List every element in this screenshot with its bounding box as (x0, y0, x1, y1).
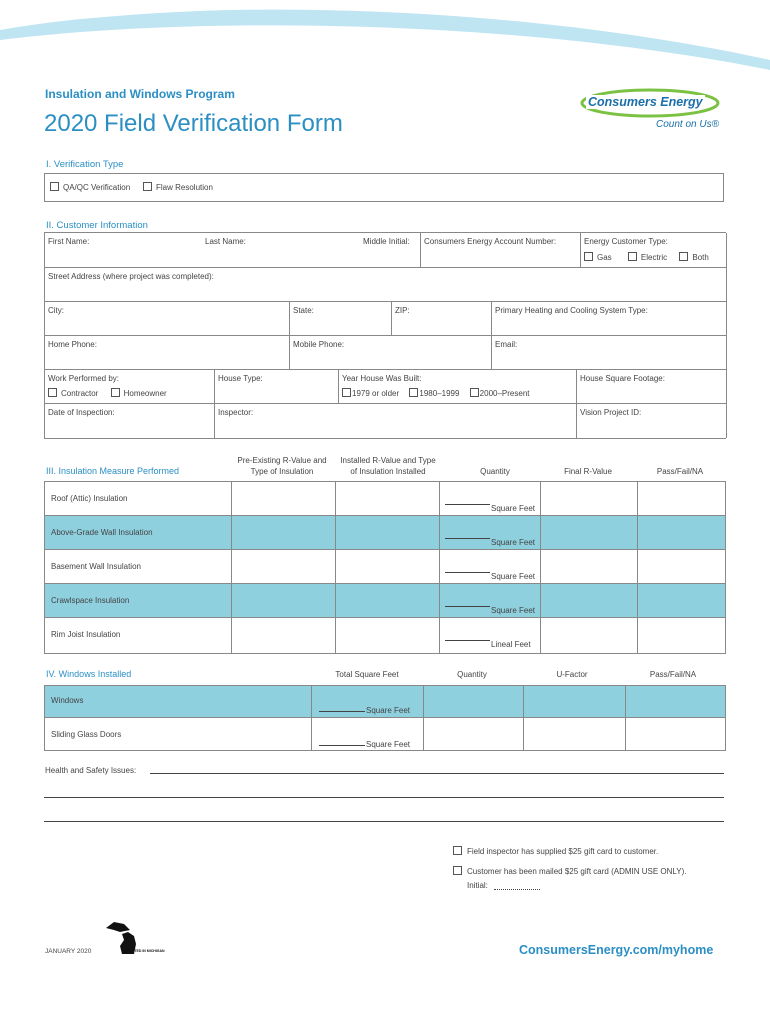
customer-type-field (581, 233, 727, 268)
unit-label: Lineal Feet (491, 640, 531, 649)
tagline: Count on Us® (656, 119, 719, 130)
flaw-checkbox[interactable] (143, 182, 152, 191)
logo-text: Consumers Energy (588, 95, 703, 109)
year-built-field (339, 370, 577, 404)
unit-label: Square Feet (366, 706, 411, 715)
initial-label: Initial: (467, 881, 488, 890)
email-label: Email: (495, 340, 518, 349)
col-divider (423, 686, 424, 750)
contractor-label: Contractor (61, 389, 99, 398)
unit-label: Square Feet (491, 504, 536, 513)
health-line-3[interactable] (44, 813, 724, 822)
heating-field[interactable] (492, 302, 727, 336)
row-label: Crawlspace Insulation (51, 596, 130, 605)
inspector-field[interactable] (215, 404, 577, 438)
quantity-blank[interactable] (445, 538, 490, 539)
inspector-label: Inspector: (218, 408, 254, 417)
first-name-label: First Name: (48, 237, 90, 246)
col-pass-fail: Pass/Fail/NA (656, 467, 704, 476)
col-pre-existing: Pre-Existing R-Value and Type of Insulation (237, 456, 327, 476)
col-divider (311, 686, 312, 750)
row-label: Windows (51, 696, 84, 705)
health-label: Health and Safety Issues: (45, 766, 137, 775)
sq-footage-field[interactable] (577, 370, 727, 404)
col-installed: Installed R-Value and Type of Insulation Installed (340, 456, 436, 476)
row-label: Sliding Glass Doors (51, 730, 122, 739)
section3-title: III. Insulation Measure Performed (46, 466, 180, 476)
col-final-r: Final R-Value (564, 467, 612, 476)
table-row (45, 584, 725, 618)
table-row (45, 482, 725, 516)
both-label: Both (692, 253, 709, 262)
gift-mailed-label: Customer has been mailed $25 gift card (ADMIN USE ONLY). (467, 867, 687, 876)
homeowner-checkbox[interactable] (111, 388, 120, 397)
sq-footage-label: House Square Footage: (580, 374, 665, 383)
page-title: 2020 Field Verification Form (44, 110, 343, 137)
electric-label: Electric (640, 253, 668, 262)
street-address-field[interactable] (45, 268, 727, 302)
logo (580, 86, 720, 136)
sqft-blank[interactable] (319, 745, 365, 746)
home-phone-label: Home Phone: (48, 340, 97, 349)
health-line-2[interactable] (44, 789, 724, 798)
qa-qc-label: QA/QC Verification (63, 183, 131, 192)
col-divider (637, 482, 638, 653)
house-type-label: House Type: (218, 374, 263, 383)
customer-info-grid (44, 232, 726, 439)
zip-label: ZIP: (395, 306, 410, 315)
unit-label: Square Feet (491, 572, 536, 581)
flaw-option[interactable] (143, 182, 213, 192)
electric-checkbox[interactable] (628, 252, 637, 261)
col-divider (439, 482, 440, 653)
initial-blank[interactable] (494, 882, 540, 890)
col-quantity: Quantity (480, 467, 510, 476)
account-number-field[interactable] (420, 233, 581, 268)
both-checkbox[interactable] (679, 252, 688, 261)
header-swoosh (0, 0, 770, 80)
program-name: Insulation and Windows Program (45, 87, 235, 101)
row-label: Rim Joist Insulation (51, 630, 121, 639)
sqft-blank[interactable] (319, 711, 365, 712)
last-name-label: Last Name: (205, 237, 246, 246)
health-line-1[interactable] (150, 765, 724, 774)
account-number-label: Consumers Energy Account Number: (424, 237, 557, 246)
section2-title: II. Customer Information (46, 220, 148, 231)
quantity-blank[interactable] (445, 572, 490, 573)
col-divider (540, 482, 541, 653)
qa-qc-option[interactable] (50, 182, 130, 192)
year-2000-label: 2000–Present (479, 389, 530, 398)
year-1979-checkbox[interactable] (342, 388, 351, 397)
quantity-blank[interactable] (445, 606, 490, 607)
customer-type-label: Energy Customer Type: (584, 237, 668, 246)
zip-field[interactable] (392, 302, 492, 336)
email-field[interactable] (492, 336, 727, 370)
homeowner-label: Homeowner (123, 389, 167, 398)
col-divider (231, 482, 232, 653)
mobile-phone-field[interactable] (290, 336, 492, 370)
section1-title: I. Verification Type (46, 159, 124, 170)
footer-url[interactable]: ConsumersEnergy.com/myhome (519, 943, 714, 957)
quantity-blank[interactable] (445, 504, 490, 505)
year-built-label: Year House Was Built: (342, 374, 422, 383)
verification-box (44, 173, 724, 202)
section4-title: IV. Windows Installed (46, 669, 132, 679)
gift-mailed-checkbox[interactable] (453, 866, 462, 875)
flaw-label: Flaw Resolution (156, 183, 213, 192)
city-field[interactable] (45, 302, 290, 336)
city-label: City: (48, 306, 64, 315)
state-label: State: (293, 306, 314, 315)
year-2000-checkbox[interactable] (470, 388, 479, 397)
col-quantity-win: Quantity (457, 670, 487, 679)
windows-table (44, 685, 726, 751)
year-1979-label: 1979 or older (352, 389, 400, 398)
middle-initial-label: Middle Initial: (363, 237, 410, 246)
date-inspection-label: Date of Inspection: (48, 408, 115, 417)
state-field[interactable] (290, 302, 392, 336)
mobile-phone-label: Mobile Phone: (293, 340, 345, 349)
unit-label: Square Feet (491, 606, 536, 615)
home-phone-field[interactable] (45, 336, 290, 370)
insulation-table (44, 481, 726, 654)
date-inspection-field[interactable] (45, 404, 215, 438)
house-type-field[interactable] (215, 370, 339, 404)
unit-label: Square Feet (491, 538, 536, 547)
year-1980-label: 1980–1999 (419, 389, 460, 398)
col-divider (335, 482, 336, 653)
work-performed-label: Work Performed by: (48, 374, 119, 383)
vision-id-field[interactable] (577, 404, 727, 438)
row-label: Roof (Attic) Insulation (51, 494, 128, 503)
street-label: Street Address (where project was completed): (48, 272, 214, 281)
printed-in-michigan: PRINTED IN MICHIGAN (126, 949, 165, 953)
col-divider (625, 686, 626, 750)
gift-supplied-checkbox[interactable] (453, 846, 462, 855)
gift-mailed-option[interactable] (453, 866, 687, 876)
table-row (45, 550, 725, 584)
col-u-factor: U-Factor (556, 670, 588, 679)
gift-supplied-option[interactable] (453, 846, 658, 856)
gas-checkbox[interactable] (584, 252, 593, 261)
heating-label: Primary Heating and Cooling System Type: (495, 306, 648, 315)
col-total-sqft: Total Square Feet (335, 670, 399, 679)
row-label: Basement Wall Insulation (51, 562, 141, 571)
unit-label: Square Feet (366, 740, 411, 749)
quantity-blank[interactable] (445, 640, 490, 641)
year-1980-checkbox[interactable] (409, 388, 418, 397)
table-row (45, 618, 725, 654)
gift-supplied-label: Field inspector has supplied $25 gift card to customer. (467, 847, 659, 856)
work-performed-field (45, 370, 215, 404)
footer-date: JANUARY 2020 (45, 948, 92, 955)
col-pass-fail-win: Pass/Fail/NA (649, 670, 697, 679)
qa-qc-checkbox[interactable] (50, 182, 59, 191)
row-label: Above-Grade Wall Insulation (51, 528, 153, 537)
contractor-checkbox[interactable] (48, 388, 57, 397)
col-divider (523, 686, 524, 750)
gas-label: Gas (597, 253, 612, 262)
vision-id-label: Vision Project ID: (580, 408, 642, 417)
